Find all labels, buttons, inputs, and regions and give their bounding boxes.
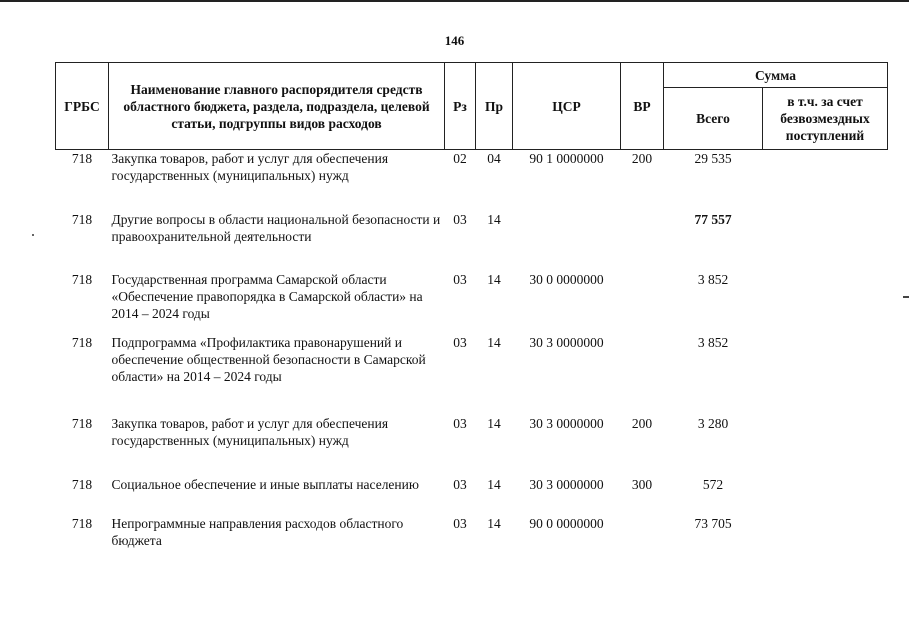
cell-rz: 03 xyxy=(453,211,467,227)
header-free: в т.ч. за счет безвозмездных поступлений xyxy=(763,88,888,150)
cell-total: 29 535 xyxy=(694,151,732,166)
cell-rz: 03 xyxy=(453,476,467,492)
table-row xyxy=(56,415,888,476)
cell-grbs: 718 xyxy=(71,415,93,431)
cell-rz: 02 xyxy=(453,151,467,166)
table-row xyxy=(56,271,888,334)
header-vr: ВР xyxy=(621,63,664,150)
top-border-line xyxy=(0,0,909,2)
cell-rz: 03 xyxy=(453,334,467,350)
cell-csr: 90 0 0000000 xyxy=(529,515,604,531)
cell-total: 3 852 xyxy=(697,271,729,287)
cell-vr: 200 xyxy=(631,415,653,431)
table-row xyxy=(56,515,888,555)
cell-total: 3 280 xyxy=(697,415,729,431)
cell-csr xyxy=(513,211,621,271)
cell-grbs: 718 xyxy=(71,211,93,227)
cell-csr: 30 3 0000000 xyxy=(529,476,604,492)
cell-rz: 03 xyxy=(453,271,467,287)
table-row xyxy=(56,334,888,415)
table-row xyxy=(56,476,888,515)
cell-pr: 04 xyxy=(487,151,501,166)
cell-name: Другие вопросы в области национальной безопасности и правоохранительной деятельности xyxy=(111,211,441,244)
table-body xyxy=(56,150,888,555)
cell-pr: 14 xyxy=(487,476,501,492)
cell-grbs: 718 xyxy=(71,476,93,492)
cell-csr: 90 1 0000000 xyxy=(529,151,604,166)
budget-table xyxy=(55,62,888,555)
cell-rz: 03 xyxy=(453,515,467,531)
cell-free xyxy=(763,515,888,555)
cell-name: Подпрограмма «Профилактика правонарушений и обеспечение общественной безопасности в Самарской области» на 2014 – 2024 годы xyxy=(111,334,426,384)
table-row xyxy=(56,211,888,271)
table-header xyxy=(56,63,888,150)
cell-total: 77 557 xyxy=(694,211,732,227)
scan-speck xyxy=(32,234,34,236)
cell-vr xyxy=(621,271,664,334)
cell-grbs: 718 xyxy=(71,151,93,166)
cell-free xyxy=(763,334,888,415)
cell-free xyxy=(763,211,888,271)
cell-name: Социальное обеспечение и иные выплаты населению xyxy=(111,476,419,492)
cell-csr: 30 3 0000000 xyxy=(529,415,604,431)
header-csr: ЦСР xyxy=(513,63,621,150)
table-row xyxy=(56,150,888,211)
header-total: Всего xyxy=(664,88,763,150)
cell-vr xyxy=(621,334,664,415)
cell-pr: 14 xyxy=(487,334,501,350)
header-name: Наименование главного распорядителя средств областного бюджета, раздела, подраздела, целевой статьи, подгруппы видов расходов xyxy=(109,63,445,150)
cell-name: Закупка товаров, работ и услуг для обеспечения государственных (муниципальных) нужд xyxy=(111,415,389,448)
cell-vr: 300 xyxy=(631,476,653,492)
scan-edge-mark xyxy=(903,296,909,298)
cell-vr: 200 xyxy=(631,151,653,166)
cell-vr xyxy=(621,211,664,271)
cell-csr: 30 0 0000000 xyxy=(529,271,604,287)
cell-total: 73 705 xyxy=(694,515,732,531)
cell-rz: 03 xyxy=(453,415,467,431)
cell-grbs: 718 xyxy=(71,271,93,287)
cell-name: Закупка товаров, работ и услуг для обеспечения государственных (муниципальных) нужд xyxy=(111,151,389,183)
page-number: 146 xyxy=(444,33,465,48)
header-rz: Рз xyxy=(445,63,476,150)
header-grbs: ГРБС xyxy=(56,63,109,150)
cell-free xyxy=(763,271,888,334)
cell-total: 3 852 xyxy=(697,334,729,350)
cell-free xyxy=(763,150,888,211)
cell-free xyxy=(763,476,888,515)
cell-grbs: 718 xyxy=(71,515,93,531)
cell-pr: 14 xyxy=(487,211,501,227)
cell-name: Государственная программа Самарской области «Обеспечение правопорядка в Самарской области» на 2014 – 2024 годы xyxy=(111,271,423,321)
cell-free xyxy=(763,415,888,476)
cell-pr: 14 xyxy=(487,271,501,287)
cell-total: 572 xyxy=(702,476,724,492)
cell-pr: 14 xyxy=(487,415,501,431)
cell-name: Непрограммные направления расходов областного бюджета xyxy=(111,515,404,548)
cell-vr xyxy=(621,515,664,555)
cell-pr: 14 xyxy=(487,515,501,531)
header-pr: Пр xyxy=(476,63,513,150)
header-sum: Сумма xyxy=(664,63,888,88)
cell-csr: 30 3 0000000 xyxy=(529,334,604,350)
cell-grbs: 718 xyxy=(71,334,93,350)
